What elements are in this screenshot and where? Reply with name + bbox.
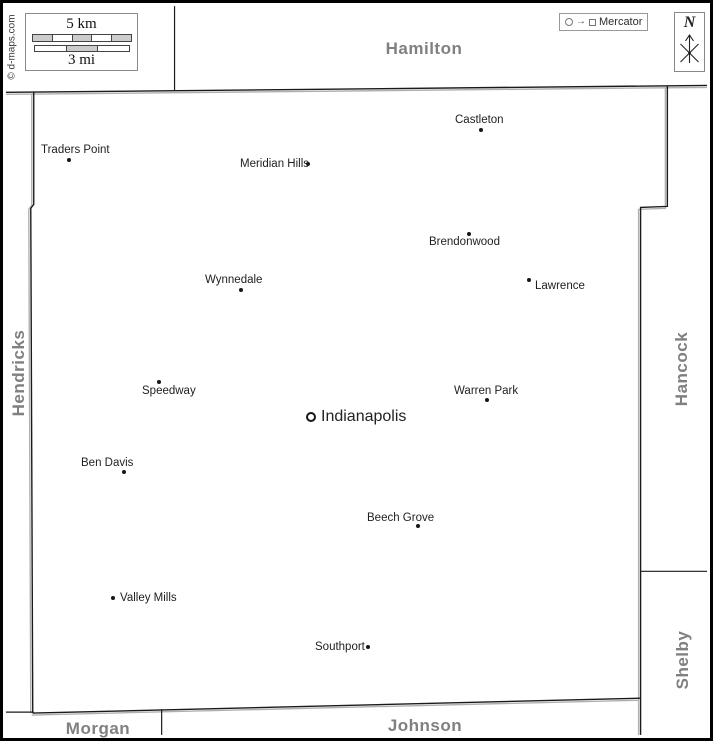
- city-dot-warren-park: [485, 398, 489, 402]
- compass-rose: [674, 12, 705, 72]
- county-label-hendricks: Hendricks: [9, 329, 28, 417]
- county-label-hancock: Hancock: [672, 331, 691, 407]
- city-label-castleton: Castleton: [455, 114, 504, 126]
- city-label-valley-mills: Valley Mills: [120, 592, 177, 604]
- city-label-ben-davis: Ben Davis: [81, 457, 134, 469]
- city-label-brendonwood: Brendonwood: [429, 236, 500, 248]
- projection-square-icon: [589, 19, 596, 26]
- city-label-traders-point: Traders Point: [41, 144, 110, 156]
- city-ring-indianapolis: [306, 412, 316, 422]
- county-label-shelby: Shelby: [673, 630, 692, 690]
- scale-mi-label: 3 mi: [67, 52, 96, 68]
- county-boundaries: [3, 3, 710, 738]
- city-dot-castleton: [479, 128, 483, 132]
- city-label-warren-park: Warren Park: [454, 385, 519, 397]
- projection-label: Mercator: [599, 16, 643, 28]
- city-label-indianapolis: Indianapolis: [321, 408, 407, 425]
- county-label-johnson: Johnson: [387, 716, 463, 735]
- city-label-meridian-hills: Meridian Hills: [240, 158, 310, 170]
- copyright-text: © d-maps.com: [6, 14, 18, 80]
- projection-box: [559, 13, 648, 31]
- city-dot-wynnedale: [239, 288, 243, 292]
- scale-mi-bar: [34, 45, 130, 52]
- city-dot-lawrence: [527, 278, 531, 282]
- city-dot-valley-mills: [111, 596, 115, 600]
- north-letter: N: [683, 14, 696, 31]
- city-dot-ben-davis: [122, 470, 126, 474]
- city-label-beech-grove: Beech Grove: [367, 512, 435, 524]
- arrow-right-icon: →: [576, 16, 586, 27]
- city-label-southport: Southport: [315, 641, 365, 653]
- scale-km-label: 5 km: [66, 16, 97, 32]
- city-dot-southport: [366, 645, 370, 649]
- globe-circle-icon: [565, 18, 573, 26]
- city-label-wynnedale: Wynnedale: [205, 274, 263, 286]
- city-label-speedway: Speedway: [142, 385, 196, 397]
- city-label-lawrence: Lawrence: [535, 280, 585, 292]
- county-label-hamilton: Hamilton: [385, 39, 463, 58]
- city-dot-speedway: [157, 380, 161, 384]
- scale-km-bar: [32, 34, 132, 42]
- north-arrow-icon: [677, 32, 702, 65]
- county-label-morgan: Morgan: [65, 719, 131, 738]
- city-dot-traders-point: [67, 158, 71, 162]
- scale-bar-box: [25, 13, 138, 71]
